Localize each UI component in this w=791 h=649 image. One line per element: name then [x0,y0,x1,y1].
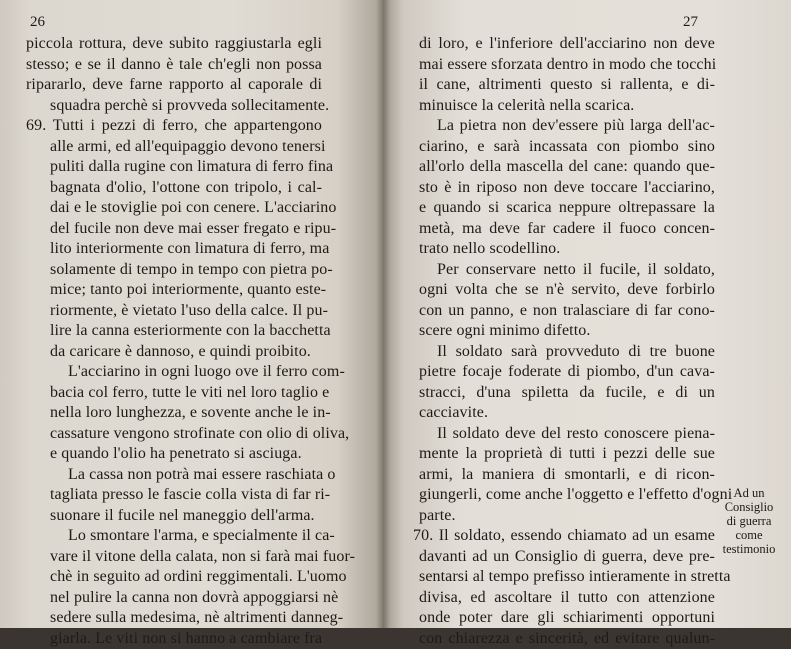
text-line: parte. [419,506,715,527]
text-line: bagnata d'olio, l'ottone con tripolo, i cal- [26,178,322,199]
text-line: La pietra non dev'essere più larga dell'ac- [419,116,715,137]
text-line: giarla. Le viti non si hanno a cambiare fra [26,629,322,649]
page-body [419,34,715,649]
text-line: puliti dalla rugine con limatura di ferro fina [26,157,322,178]
text-line: mai essere sforzata dentro in modo che tocchi [419,55,715,76]
text-line: 70. Il soldato, essendo chiamato ad un esame [413,526,715,547]
page-number: 27 [683,14,698,31]
text-line: squadra perchè si provveda sollecitamente. [26,96,322,117]
text-line: ripararlo, deve farne rapporto al caporale di [26,75,322,96]
text-line: armi, la maniera di smontarli, e di ricon- [419,465,715,486]
text-line: sentarsi al tempo prefisso intieramente in stretta [419,567,715,588]
text-line: con chiarezza e sincerità, ed evitare qualun- [419,629,715,649]
text-line: lire la canna esteriormente con la bacchetta [26,321,322,342]
margin-note-line: di guerra [719,514,779,528]
text-line: ogni volta che se n'è servito, deve forbirlo [419,280,715,301]
page-body [26,34,322,649]
text-line: Per conservare netto il fucile, il soldato, [419,260,715,281]
text-line: del fucile non deve mai esser fregato e ripu- [26,219,322,240]
text-line: divisa, ed ascoltare il tutto con attenzione [419,588,715,609]
text-line: all'orlo della mascella del cane: quando que- [419,157,715,178]
text-line: trato nello scodellino. [419,239,715,260]
text-line: vare il vitone della calata, non si farà mai fuor- [26,547,322,568]
text-line: mice; tanto poi interiormente, quanto este- [26,280,322,301]
text-line: da caricare è dannoso, e quindi proibito. [26,342,322,363]
text-line: chè in seguito ad ordini reggimentali. L'uomo [26,567,322,588]
text-line: piccola rottura, deve subito raggiustarla egli [26,34,322,55]
text-line: L'acciarino in ogni luogo ove il ferro com- [26,362,322,383]
text-line: alle armi, ed all'equipaggio devono tenersi [26,137,322,158]
text-line: scere ogni minimo difetto. [419,321,715,342]
text-line: cacciavite. [419,403,715,424]
text-line: di loro, e l'inferiore dell'acciarino non deve [419,34,715,55]
text-line: metà, ma deve far cadere il fuoco concen- [419,219,715,240]
text-line: sedere sulla medesima, nè altrimenti danneg- [26,608,322,629]
text-line: onde poter dare gli schiarimenti opportuni [419,608,715,629]
margin-note-line: Ad un [719,486,779,500]
text-line: riormente, è vietato l'uso della calce. Il pu- [26,301,322,322]
left-page [0,0,383,628]
text-line: e quando l'olio ha penetrato si asciuga. [26,444,322,465]
text-line: pietre focaje foderate di piombo, d'un cava- [419,362,715,383]
text-line: Lo smontare l'arma, e specialmente il ca- [26,526,322,547]
text-line: con un panno, e non tralasciare di far cono- [419,301,715,322]
text-line: giungerli, come anche l'oggetto e l'effetto d'ogni [419,485,715,506]
text-line: nel pulire la canna non dovrà appoggiarsi nè [26,588,322,609]
margin-note-line: come [719,528,779,542]
text-line: 69. Tutti i pezzi di ferro, che appartengono [26,116,322,137]
margin-note-line: testimonio [719,542,779,556]
text-line: nella loro lunghezza, e sovente anche le in- [26,403,322,424]
text-line: tagliata presso le fascie colla vista di far ri- [26,485,322,506]
right-page [383,0,791,628]
text-line: sto è in riposo non deve toccare l'acciarino, [419,178,715,199]
text-line: Il soldato deve del resto conoscere piena- [419,424,715,445]
text-line: e quando si scarica neppure oltrepassare la [419,198,715,219]
text-line: cassature vengono strofinate con olio di oliva, [26,424,322,445]
margin-note-line: Consiglio [719,500,779,514]
text-line: stracci, d'una spiletta da fucile, e di un [419,383,715,404]
text-line: solamente di tempo in tempo con pietra po- [26,260,322,281]
text-line: mente la proprietà di tutti i pezzi delle sue [419,444,715,465]
text-line: Il soldato sarà provveduto di tre buone [419,342,715,363]
text-line: stesso; e se il danno è tale ch'egli non possa [26,55,322,76]
text-line: suonare il fucile nel maneggio dell'arma. [26,506,322,527]
text-line: bacia col ferro, tutte le viti nel loro taglio e [26,383,322,404]
text-line: La cassa non potrà mai essere raschiata o [26,465,322,486]
book-gutter [376,0,390,628]
margin-note [719,486,779,556]
text-line: lito interiormente con limatura di ferro, ma [26,239,322,260]
text-line: dai e le stoviglie poi con cenere. L'acciarino [26,198,322,219]
text-line: il cane, altrimenti questo si rallenta, e di- [419,75,715,96]
text-line: davanti ad un Consiglio di guerra, deve pre- [419,547,715,568]
text-line: minuisce la celerità nella scarica. [419,96,715,117]
text-line: ciarino, e sarà incassata con piombo sino [419,137,715,158]
page-number: 26 [30,14,45,31]
